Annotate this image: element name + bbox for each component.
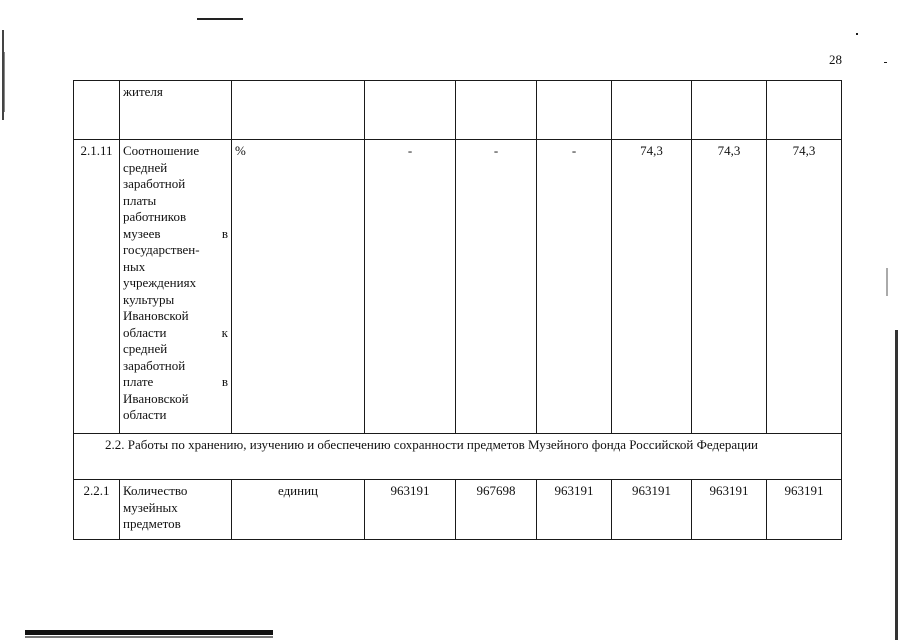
row-value: 74,3: [612, 140, 692, 434]
name-line: Соотношение: [123, 143, 200, 158]
table-row: [74, 140, 842, 434]
row-code: 2.2.1: [74, 480, 120, 540]
scan-artifact: [884, 62, 887, 63]
row-value: 967698: [456, 480, 537, 540]
row-value: 74,3: [767, 140, 842, 434]
name-line: области: [123, 407, 167, 422]
row-value: 74,3: [692, 140, 767, 434]
section-heading: [74, 434, 842, 480]
row-name: [120, 480, 232, 540]
table-row: [74, 81, 842, 140]
row-name: [120, 140, 232, 434]
row-value: 963191: [612, 480, 692, 540]
row-value: [537, 81, 612, 140]
scan-artifact: [25, 636, 273, 638]
name-line: Ивановской: [123, 390, 189, 406]
name-line: заработной: [123, 176, 186, 191]
row-value: [456, 81, 537, 140]
name-line: работников: [123, 209, 187, 224]
row-unit: [232, 81, 365, 140]
scan-artifact: [886, 268, 888, 296]
name-line: Количество: [123, 483, 188, 498]
row-value: 963191: [365, 480, 456, 540]
name-line: заработной: [123, 357, 186, 373]
name-line: культуры: [123, 291, 175, 307]
table-row: [74, 480, 842, 540]
page-number: 28: [829, 52, 842, 67]
name-line: жителя: [123, 84, 163, 99]
row-code: [74, 81, 120, 140]
section-heading-text: 2.2. Работы по хранению, изучению и обеспечению сохранности предметов Музейного фонда Российской Федерации: [105, 437, 759, 452]
name-line: средней: [123, 341, 168, 356]
scan-artifact: [25, 630, 273, 635]
section-row: [74, 434, 842, 480]
scan-artifact: [895, 330, 898, 640]
name-line: предметов: [123, 516, 181, 531]
row-value: -: [456, 140, 537, 434]
row-value: -: [365, 140, 456, 434]
name-line: музеев в: [123, 225, 228, 241]
row-value: [365, 81, 456, 140]
row-value: [612, 81, 692, 140]
name-line: платы: [123, 192, 157, 208]
row-value: -: [537, 140, 612, 434]
row-value: 963191: [692, 480, 767, 540]
row-unit: единиц: [232, 480, 365, 540]
row-value: [692, 81, 767, 140]
row-unit: %: [232, 140, 365, 434]
row-name: [120, 81, 232, 140]
name-line: государствен-: [123, 242, 200, 257]
name-line: Ивановской: [123, 308, 189, 323]
name-line: ных: [123, 258, 146, 274]
row-value: 963191: [537, 480, 612, 540]
indicators-table: [73, 80, 842, 540]
name-line: средней: [123, 159, 168, 175]
scan-artifact: [856, 33, 858, 35]
name-line: области к: [123, 324, 228, 340]
name-line: музейных: [123, 499, 178, 515]
row-code: 2.1.11: [74, 140, 120, 434]
scan-artifact: [197, 18, 243, 20]
name-line: учреждениях: [123, 275, 197, 290]
row-value: 963191: [767, 480, 842, 540]
row-value: [767, 81, 842, 140]
scan-artifact: [4, 52, 5, 112]
name-line: плате в: [123, 374, 228, 389]
